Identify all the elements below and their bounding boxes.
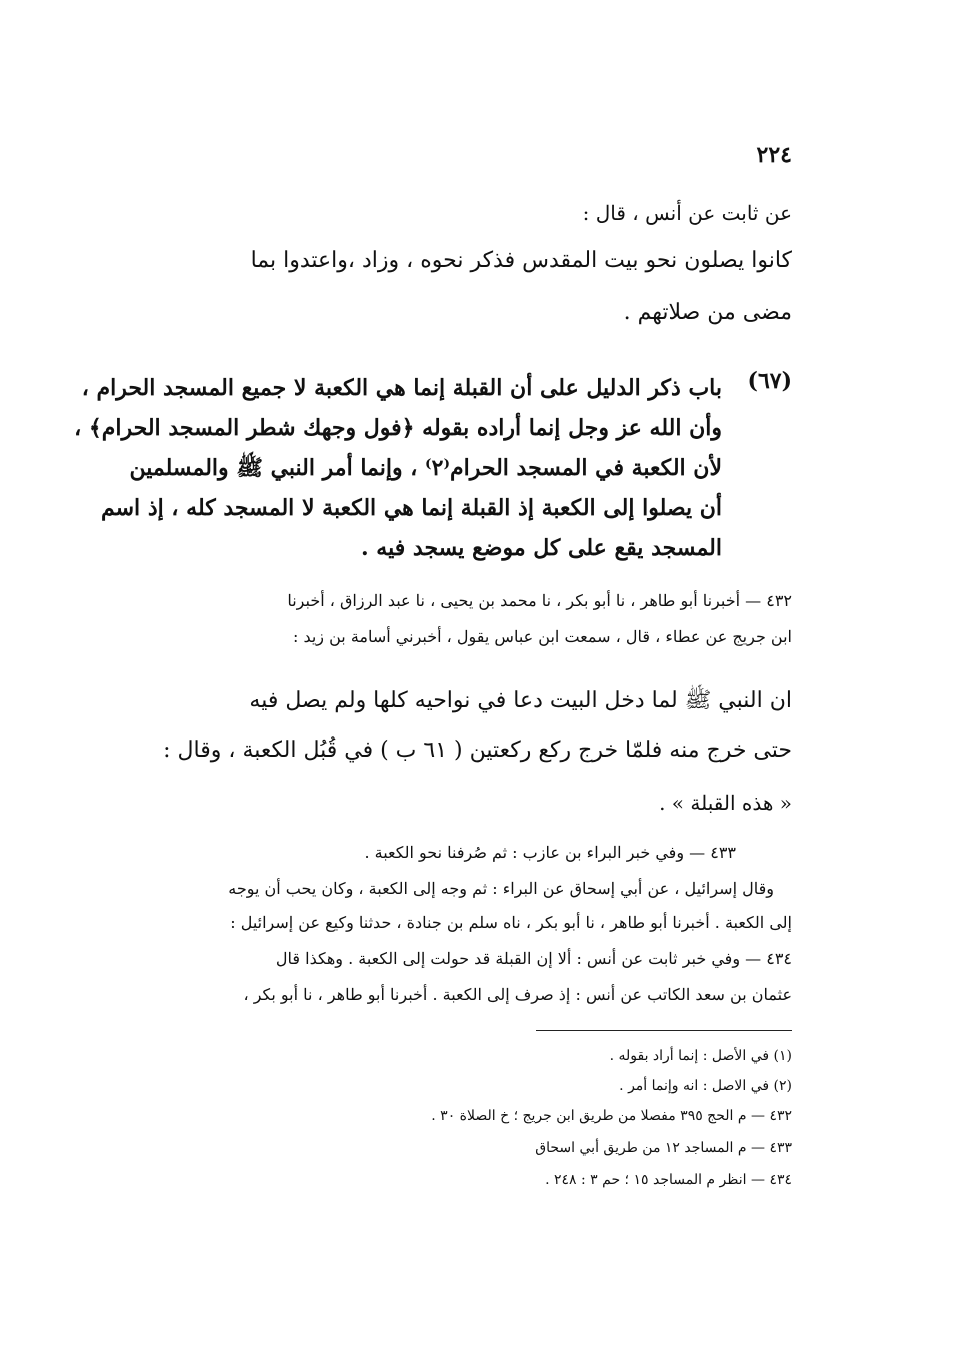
quote-line-2: مضى من صلاتهم . [623, 300, 792, 325]
intro-line: عن ثابت عن أنس ، قال : [582, 201, 792, 225]
chapter-title-line-4: أن يصلوا إلى الكعبة إذ القبلة إنما هي الكعبة لا المسجد كله ، إذ اسم [100, 495, 722, 521]
hadith-434-line-2: عثمان بن سعد الكاتب عن أنس : إذ صرف إلى الكعبة . أخبرنا أبو طاهر ، نا أبو بكر ، [243, 985, 792, 1004]
hadith-434-line-1: ٤٣٤ — وفي خبر ثابت عن أنس : ألا إن القبلة قد حولت إلى الكعبة . وهكذا قال [275, 949, 792, 968]
hadith-433-line-3: إلى الكعبة . أخبرنا أبو طاهر ، نا أبو بكر ، ناه سلم بن جنادة ، حدثنا وكيع عن إسرائيل : [230, 913, 792, 932]
hadith-432-matn-1: ان النبي ﷺ لما دخل البيت دعا في نواحيه كلها ولم يصل فيه [249, 688, 792, 713]
hadith-433-line-1: ٤٣٣ — وفي خبر البراء بن عازب : ثم صُرفنا نحو الكعبة . [364, 843, 736, 862]
footnote-separator [536, 1030, 792, 1031]
hadith-432-isnad-2: ابن جريج عن عطاء ، قال ، سمعت ابن عباس يقول ، أخبرني أسامة بن زيد : [292, 627, 792, 646]
chapter-title-line-2: وأن الله عز وجل إنما أراده بقوله ﴿فول وجهك شطر المسجد الحرام﴾ ، [74, 415, 722, 441]
footnote-4: ٤٣٣ — م المساجد ١٢ من طريق أبي اسحاق [535, 1140, 792, 1156]
footnote-2: (٢) في الاصل : انه وإنما أمر . [619, 1078, 792, 1094]
chapter-title-line-5: المسجد يقع على كل موضع يسجد فيه . [360, 535, 722, 561]
hadith-432-matn-2: حتى خرج منه فلمّا خرج ركع ركعتين ( ٦١ ب ) في قُبُل الكعبة ، وقال : [163, 738, 792, 763]
hadith-432-isnad-1: ٤٣٢ — أخبرنا أبو طاهر ، نا أبو بكر ، نا محمد بن يحيى ، نا عبد الرزاق ، أخبرنا [287, 591, 792, 610]
footnote-1: (١) في الأصل : إنما أراد بقوله . [609, 1048, 792, 1064]
chapter-number: (٦٧) [747, 368, 792, 394]
quote-line-1: كانوا يصلون نحو بيت المقدس فذكر نحوه ، وزاد ،واعتدوا بما [250, 248, 792, 273]
chapter-title-lines [74, 368, 722, 568]
footnote-3: ٤٣٢ — م الحج ٣٩٥ مفصلا من طريق ابن جريج ؛ خ الصلاة ٣٠ . [431, 1108, 792, 1124]
chapter-title-line-1: باب ذكر الدليل على أن القبلة إنما هي الكعبة لا جميع المسجد الحرام ، [81, 375, 722, 401]
page-number: ٢٢٤ [756, 142, 792, 168]
footnote-5: ٤٣٤ — انظر م المساجد ١٥ ؛ حم ٣ : ٢٤٨ . [545, 1172, 792, 1188]
hadith-433-line-2: وقال إسرائيل ، عن أبي إسحاق عن البراء : ثم وجه إلى الكعبة ، وكان يحب أن يوجه [228, 879, 774, 898]
chapter-title-line-3: لأن الكعبة في المسجد الحرام⁽٢⁾ ، وإنما أمر النبي ﷺ والمسلمين [129, 455, 722, 481]
hadith-432-matn-3: « هذه القبلة » . [659, 791, 792, 815]
